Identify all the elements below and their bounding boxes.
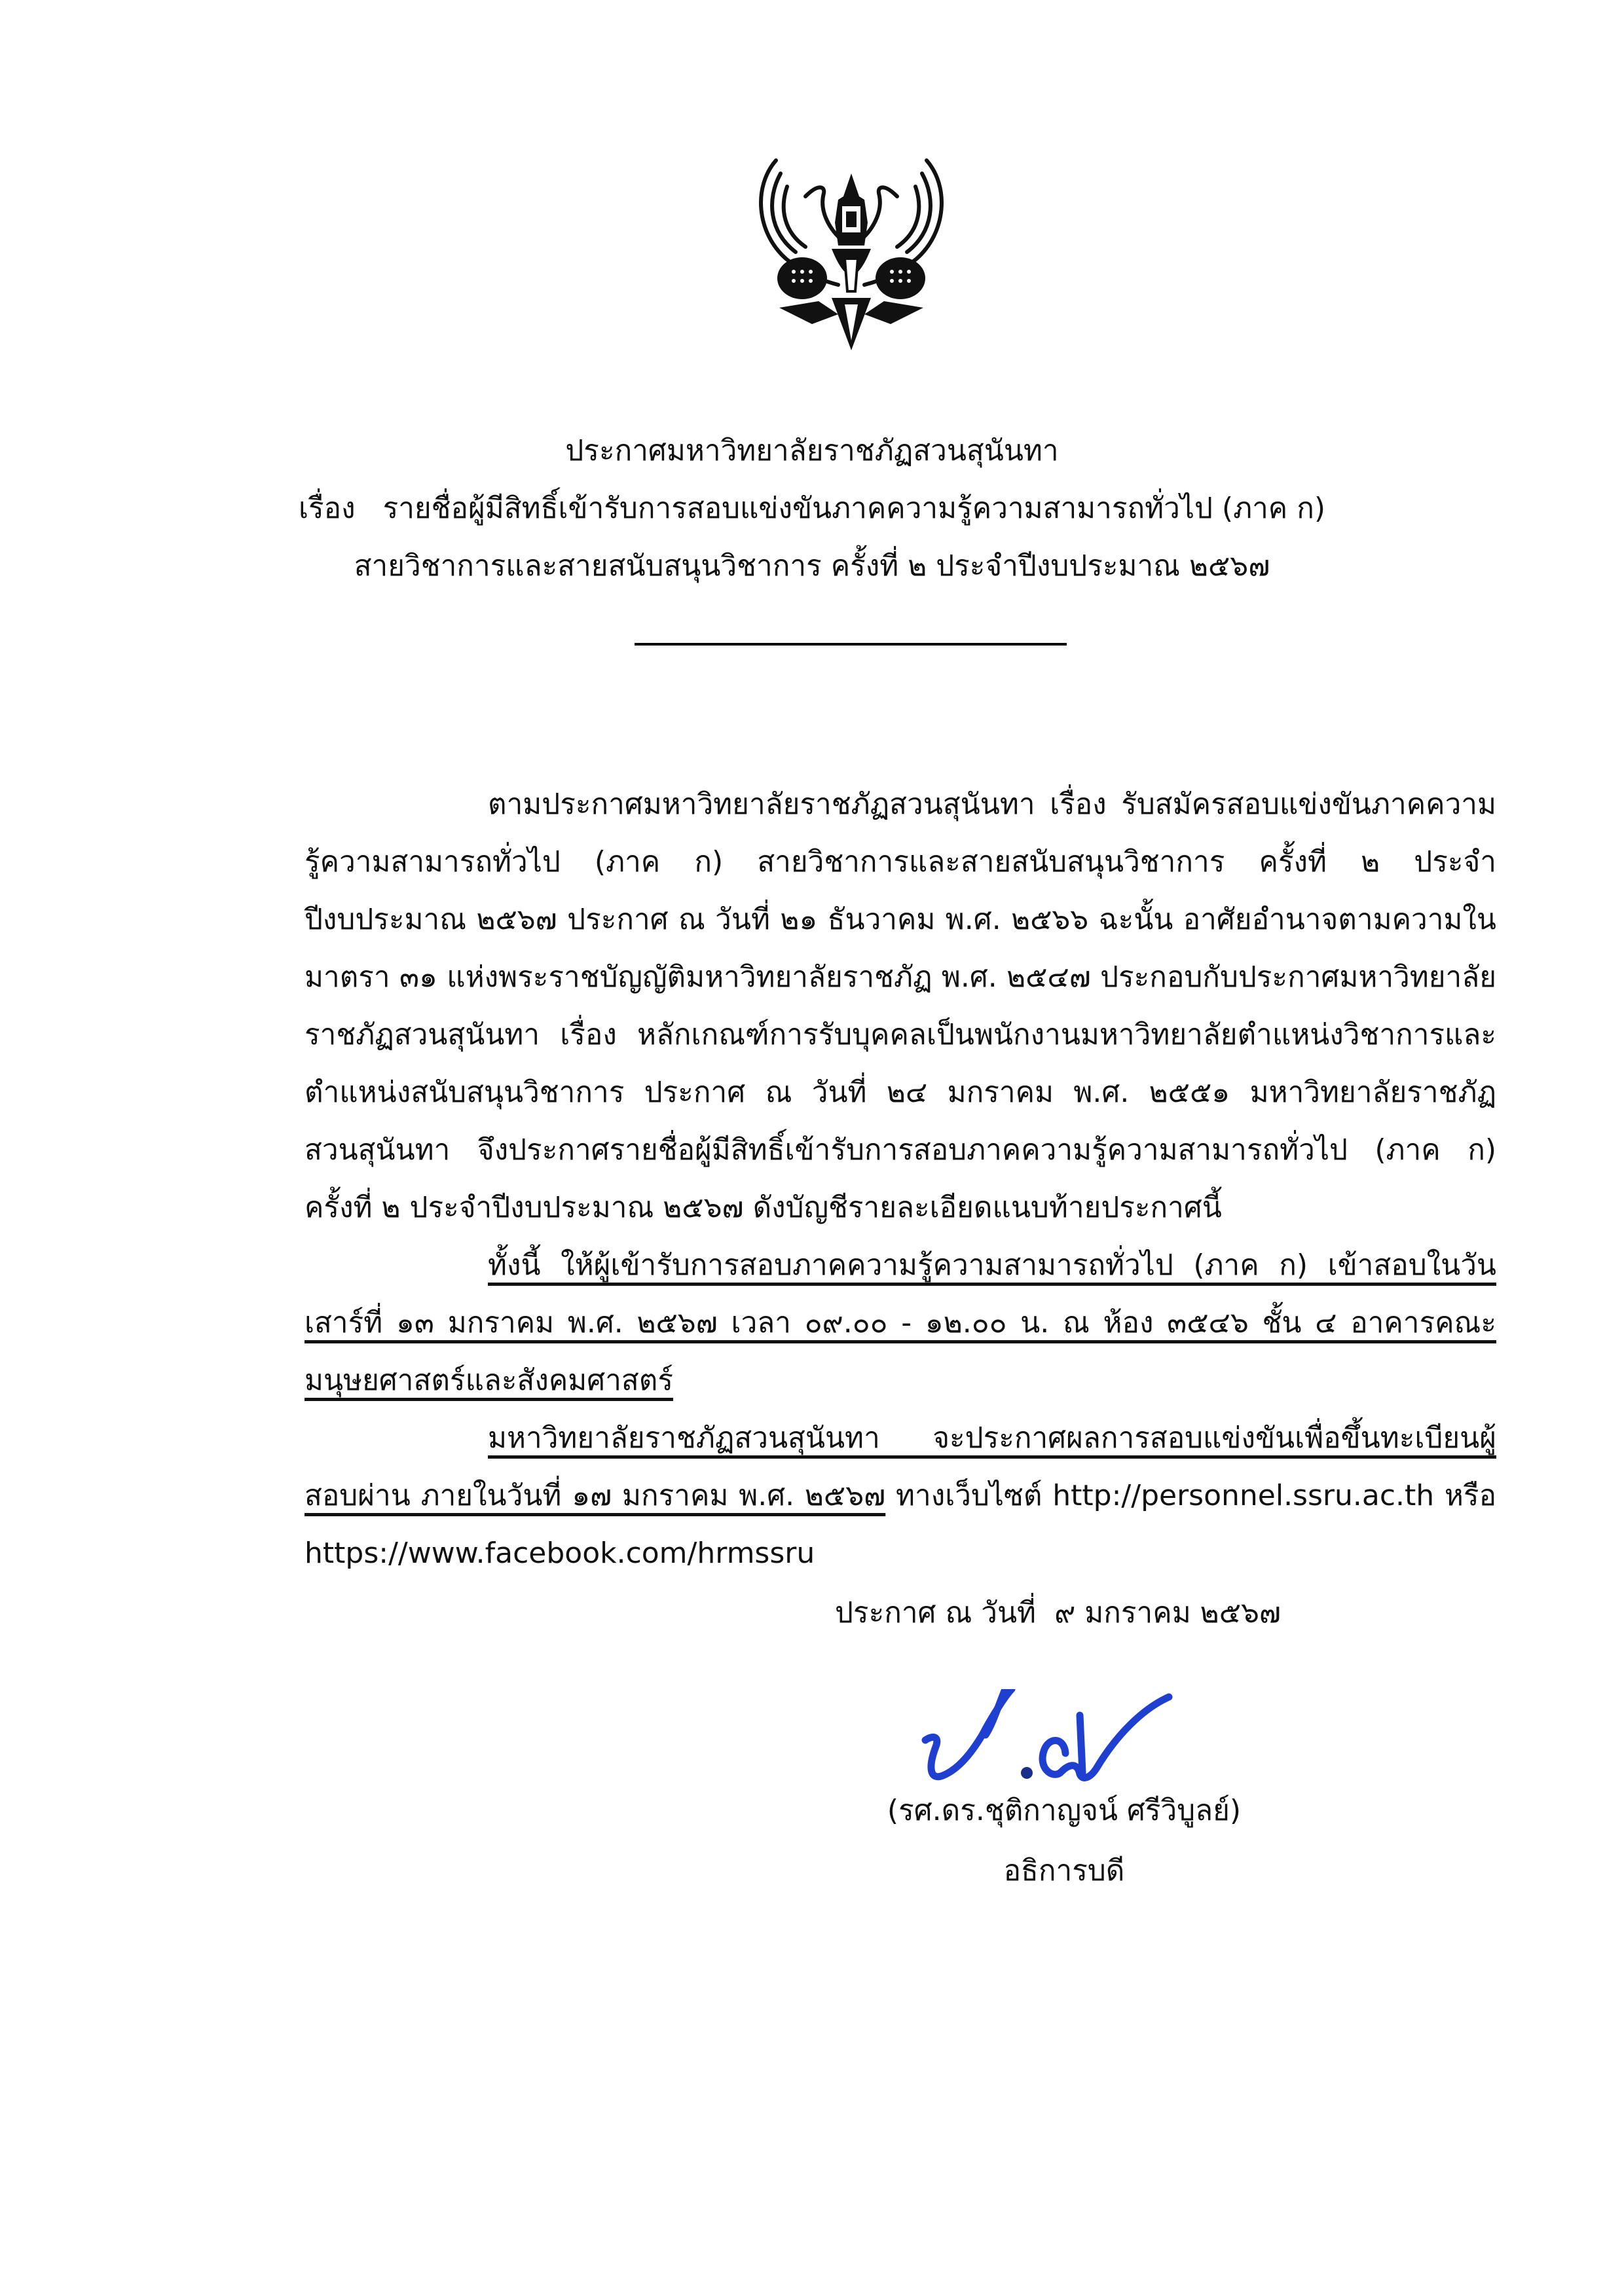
body-paragraph-2 — [304, 1237, 1496, 1410]
announced-date: ๙ มกราคม ๒๕๖๗ — [1054, 1596, 1282, 1630]
exam-schedule-text: ทั้งนี้ ให้ผู้เข้ารับการสอบภาคความรู้ความสามารถทั่วไป (ภาค ก) เข้าสอบในวันเสาร์ที่ ๑๓ มกราคม พ.ศ. ๒๕๖๗ เวลา ๐๙.๐๐ - ๑๒.๐๐ น. ณ ห้อง ๓๕๔๖ ชั้น ๔ อาคารคณะมนุษยศาสตร์และสังคมศาสตร์ — [304, 1248, 1496, 1397]
garuda-emblem-icon — [740, 134, 963, 354]
subject-text-line1: รายชื่อผู้มีสิทธิ์เข้ารับการสอบแข่งขันภาคความรู้ความสามารถทั่วไป (ภาค ก) — [382, 492, 1326, 525]
signer-block — [851, 1781, 1277, 1901]
announced-label: ประกาศ ณ วันที่ — [835, 1596, 1037, 1630]
announcement-title: ประกาศมหาวิทยาลัยราชภัฏสวนสุนันทา — [565, 434, 1059, 467]
signer-position: อธิการบดี — [1003, 1854, 1125, 1887]
announcement-header — [0, 422, 1624, 595]
result-announcement-text: มหาวิทยาลัยราชภัฏสวนสุนันทา จะประกาศผลการสอบแข่งขันเพื่อขึ้นทะเบียนผู้สอบผ่าน ภายในวันที่ ๑๗ มกราคม พ.ศ. ๒๕๖๗ — [304, 1421, 1496, 1512]
announcement-body — [304, 776, 1496, 1582]
header-divider — [635, 643, 1067, 646]
body-paragraph-3 — [304, 1410, 1496, 1582]
subject-label: เรื่อง — [298, 492, 356, 525]
announcement-date — [835, 1584, 1281, 1642]
subject-text-line2: สายวิชาการและสายสนับสนุนวิชาการ ครั้งที่ ๒ ประจำปีงบประมาณ ๒๕๖๗ — [354, 549, 1270, 583]
signer-name: (รศ.ดร.ชุติกาญจน์ ศรีวิบูลย์) — [887, 1794, 1242, 1827]
body-paragraph-1: ตามประกาศมหาวิทยาลัยราชภัฏสวนสุนันทา เรื่อง รับสมัครสอบแข่งขันภาคความรู้ความสามารถทั่วไป (ภาค ก) สายวิชาการและสายสนับสนุนวิชาการ ครั้งที่ ๒ ประจำปีงบประมาณ ๒๕๖๗ ประกาศ ณ วันที่ ๒๑ ธันวาคม พ.ศ. ๒๕๖๖ ฉะนั้น อาศัยอำนาจตามความในมาตรา ๓๑ แห่งพระราชบัญญัติมหาวิทยาลัยราชภัฏ พ.ศ. ๒๕๔๗ ประกอบกับประกาศมหาวิทยาลัยราชภัฏสวนสุนันทา เรื่อง หลักเกณฑ์การรับบุคคลเป็นพนักงานมหาวิทยาลัยตำแหน่งวิชาการและตำแหน่งสนับสนุนวิชาการ ประกาศ ณ วันที่ ๒๔ มกราคม พ.ศ. ๒๕๕๑ มหาวิทยาลัยราชภัฏสวนสุนันทา จึงประกาศรายชื่อผู้มีสิทธิ์เข้ารับการสอบภาคความรู้ความสามารถทั่วไป (ภาค ก) ครั้งที่ ๒ ประจำปีงบประมาณ ๒๕๖๗ ดังบัญชีรายละเอียดแนบท้ายประกาศนี้ — [304, 788, 1496, 1224]
result-website-text: ทางเว็บไซต์ http://personnel.ssru.ac.th หรือ https://www.facebook.com/hrmssru — [304, 1479, 1496, 1570]
subject-line — [0, 480, 1624, 538]
